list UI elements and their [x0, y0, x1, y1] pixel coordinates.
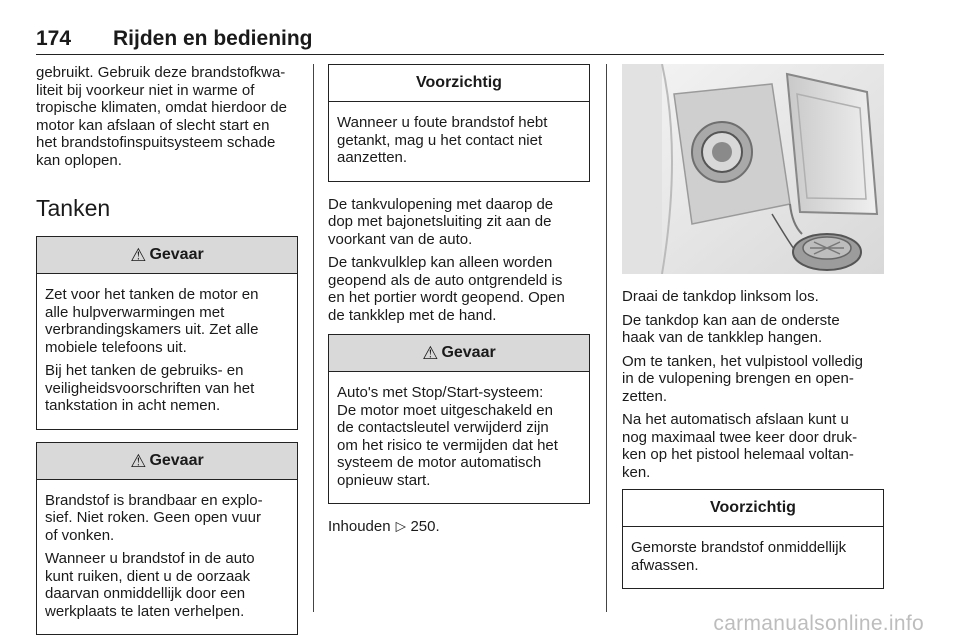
danger-box-header: ⚠ Gevaar [37, 237, 297, 274]
body-paragraph: Om te tanken, het vulpistool volledig in de vulopening brengen en open- zetten. [622, 352, 863, 405]
warning-triangle-icon: ⚠ [422, 343, 439, 363]
caution-box [328, 64, 590, 182]
caution-text: Gemorste brandstof onmiddellijk afwassen. [631, 539, 847, 574]
danger-text: Brandstof is brandbaar en explo- sief. Niet roken. Geen open vuur of vonken. [45, 491, 263, 544]
column-2 [328, 64, 590, 542]
arrow-reference-icon: ▷ [395, 518, 406, 535]
column-1 [36, 64, 298, 643]
danger-text: Auto's met Stop/Start-systeem: De motor moet uitgeschakeld en de contactsleutel verwijderd zijn om het risico te vermijden dat het systeem de motor automatisch opnieuw start. [337, 384, 558, 489]
caution-box-header: Voorzichtig [329, 65, 589, 102]
intro-paragraph: gebruikt. Gebruik deze brandstofkwa- liteit bij voorkeur niet in warme of tropische klimaten, omdat hierdoor de motor kan afslaan of slecht start en het brandstofinspuitsysteem schade kan oplopen. [36, 64, 287, 169]
body-paragraph: De tankdop kan aan de onderste haak van de tankklep hangen. [622, 311, 840, 346]
caution-box [622, 489, 884, 589]
danger-text: Wanneer u brandstof in de auto kunt ruiken, dient u de oorzaak daarvan onmiddellijk door een werkplaats te laten verhelpen. [45, 550, 255, 620]
caution-box-header: Voorzichtig [623, 490, 883, 527]
danger-text: Zet voor het tanken de motor en alle hulpverwarmingen met verbrandingskamers uit. Zet alle mobiele telefoons uit. [45, 286, 259, 356]
danger-box [36, 236, 298, 430]
page-header [36, 24, 884, 55]
cross-reference[interactable]: Inhouden ▷ 250. [328, 518, 440, 535]
body-paragraph: De tankvulopening met daarop de dop met bajonetsluiting zit aan de voorkant van de auto. [328, 195, 554, 248]
chapter-title: Rijden en bediening [113, 27, 313, 50]
fuel-filler-flap-open-icon [622, 64, 884, 274]
section-title: Tanken [36, 195, 111, 221]
danger-text: Bij het tanken de gebruiks- en veiligheidsvoorschriften van het tankstation in acht nemen. [45, 362, 255, 414]
body-paragraph: De tankvulklep kan alleen worden geopend als de auto ontgrendeld is en het portier wordt geopend. Open de tankklep met de hand. [328, 254, 565, 324]
column-divider [606, 64, 607, 612]
column-3 [622, 64, 884, 597]
danger-box [328, 334, 590, 504]
body-paragraph: Draai de tankdop linksom los. [622, 288, 819, 305]
danger-box [36, 442, 298, 636]
watermark: carmanualsonline.info [713, 612, 924, 635]
warning-triangle-icon: ⚠ [130, 245, 147, 265]
caution-text: Wanneer u foute brandstof hebt getankt, mag u het contact niet aanzetten. [337, 114, 548, 166]
warning-triangle-icon: ⚠ [130, 450, 147, 471]
danger-box-header: ⚠ Gevaar [37, 443, 297, 480]
page-number: 174 [36, 27, 72, 50]
danger-box-header: ⚠ Gevaar [329, 335, 589, 372]
body-paragraph: Na het automatisch afslaan kunt u nog maximaal twee keer door druk- ken op het pistool helemaal voltan- ken. [622, 411, 858, 481]
column-divider [313, 64, 314, 612]
